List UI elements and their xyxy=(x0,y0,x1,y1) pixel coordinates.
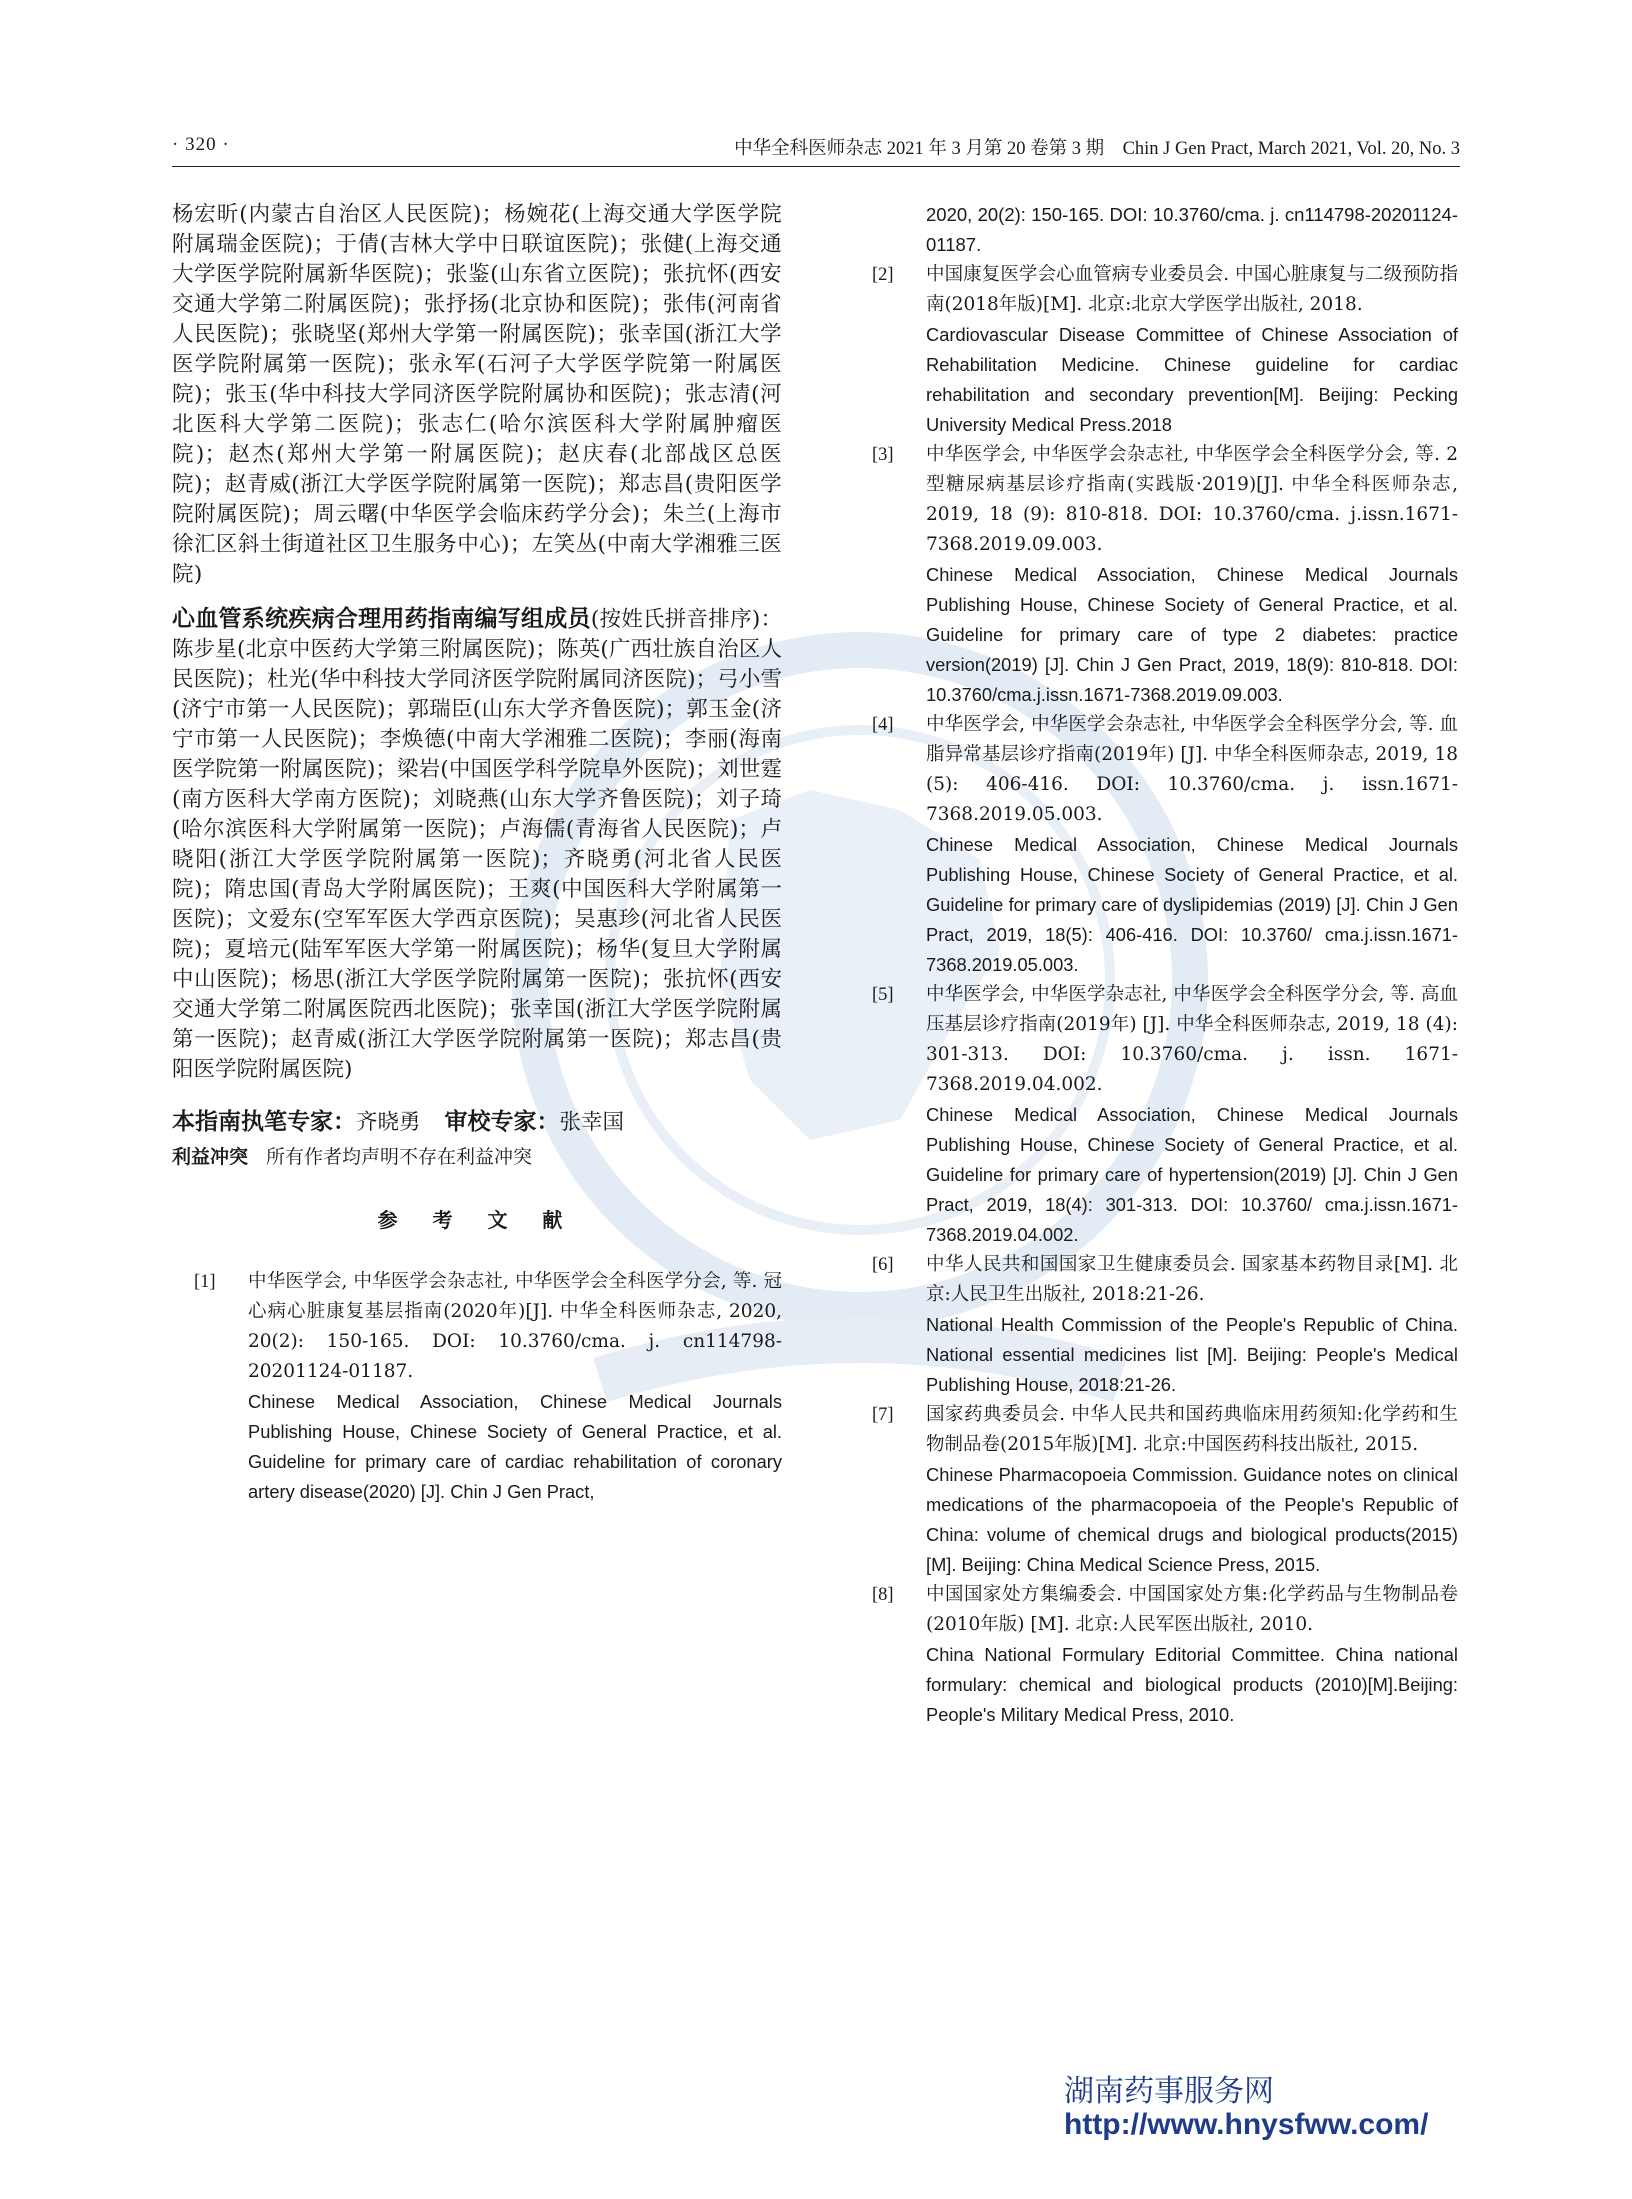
reference-1-continuation: 2020, 20(2): 150-165. DOI: 10.3760/cma. j. cn114798-20201124-01187. xyxy=(926,204,1458,255)
reference-number: [4] xyxy=(872,715,894,735)
reviewer-label: 审校专家： xyxy=(444,1108,560,1135)
reference-en: Chinese Pharmacopoeia Commission. Guidance notes on clinical medications of the pharmacopoeia of the People's Republic of China: volume of chemical drugs and biological products(2015) [M]. Beijing: China Medical Science Press, 2015. xyxy=(926,1464,1458,1575)
reference-item-7 xyxy=(872,1400,1458,1580)
lead-author-label: 本指南执笔专家： xyxy=(172,1108,356,1135)
footer-site-name: 湖南药事服务网 xyxy=(1064,2074,1274,2109)
reference-zh: 中国康复医学会心血管病专业委员会. 中国心脏康复与二级预防指南(2018年版)[M]. 北京:北京大学医学出版社, 2018. xyxy=(926,264,1458,315)
reference-zh: 中华医学会, 中华医学会杂志社, 中华医学会全科医学分会, 等. 冠心病心脏康复基层指南(2020年)[J]. 中华全科医师杂志, 2020, 20(2): 150-165. DOI: 10.3760/cma. j. cn114798-20201124-01187. xyxy=(248,1270,782,1382)
reference-number: [8] xyxy=(872,1585,894,1605)
reference-item-1 xyxy=(194,1267,782,1507)
reference-number: [3] xyxy=(872,445,894,465)
reference-item-4 xyxy=(872,710,1458,980)
reviewer-name: 张幸国 xyxy=(559,1109,625,1135)
reference-item-2 xyxy=(872,260,1458,440)
experts-line xyxy=(172,1107,782,1138)
reference-item-6 xyxy=(872,1250,1458,1400)
reference-number: [7] xyxy=(872,1405,894,1425)
page-number: · 320 · xyxy=(172,134,230,155)
reference-zh: 中华医学会, 中华医学杂志社, 中华医学会全科医学分会, 等. 高血压基层诊疗指南(2019年) [J]. 中华全科医师杂志, 2019, 18 (4): 301-313. DOI: 10.3760/cma. j. issn. 1671-7368.2019.04.002. xyxy=(926,984,1458,1095)
reference-en: Chinese Medical Association, Chinese Medical Journals Publishing House, Chinese Society of General Practice, et al. Guideline for primary care of cardiac rehabilitation of coronary artery disease(2020) [J]. Chin J Gen Pract, xyxy=(248,1390,782,1502)
reference-item-8 xyxy=(872,1580,1458,1730)
reference-zh: 国家药典委员会. 中华人民共和国药典临床用药须知:化学药和生物制品卷(2015年版)[M]. 北京:中国医药科技出版社, 2015. xyxy=(926,1404,1458,1455)
reference-en: Chinese Medical Association, Chinese Medical Journals Publishing House, Chinese Society of General Practice, et al. Guideline for primary care of hypertension(2019) [J]. Chin J Gen Pract, 2019, 18(4): 301-313. DOI: 10.3760/ cma.j.issn.1671-7368.2019.04.002. xyxy=(926,1104,1458,1245)
writing-group-paragraph xyxy=(172,604,782,1085)
reference-en: National Health Commission of the People's Republic of China. National essential medicines list [M]. Beijing: People's Medical Publishing House, 2018:21-26. xyxy=(926,1314,1458,1395)
reference-item-5 xyxy=(872,980,1458,1250)
reference-en: Chinese Medical Association, Chinese Medical Journals Publishing House, Chinese Society of General Practice, et al. Guideline for primary care of dyslipidemias (2019) [J]. Chin J Gen Pract, 2019, 18(5): 406-416. DOI: 10.3760/ cma.j.issn.1671-7368.2019.05.003. xyxy=(926,834,1458,975)
reference-zh: 中华医学会, 中华医学会杂志社, 中华医学会全科医学分会, 等. 2型糖尿病基层诊疗指南(实践版·2019)[J]. 中华全科医师杂志, 2019, 18 (9): 810-818. DOI: 10.3760/cma. j.issn.1671-7368.2019.09.003. xyxy=(926,444,1458,555)
footer-site-url[interactable]: http://www.hnysfww.com/ xyxy=(1064,2108,1429,2141)
conflict-of-interest xyxy=(172,1142,782,1172)
writing-group-heading: 心血管系统疾病合理用药指南编写组成员 xyxy=(172,606,591,632)
writing-group-members: (按姓氏拼音排序)：陈步星(北京中医药大学第三附属医院)；陈英(广西壮族自治区人民医院)；杜光(华中科技大学同济医学院附属同济医院)；弓小雪(济宁市第一人民医院)；郭瑞臣(山东大学齐鲁医院)；郭玉金(济宁市第一人民医院)；李焕德(中南大学湘雅二医院)；李丽(海南医学院第一附属医院)；梁岩(中国医学科学院阜外医院)；刘世霆(南方医科大学南方医院)；刘晓燕(山东大学齐鲁医院)；刘子琦(哈尔滨医科大学附属第一医院)；卢海儒(青海省人民医院)；卢晓阳(浙江大学医学院附属第一医院)；齐晓勇(河北省人民医院)；隋忠国(青岛大学附属医院)；王爽(中国医科大学附属第一医院)；文爱东(空军军医大学西京医院)；吴惠珍(河北省人民医院)；夏培元(陆军军医大学第一附属医院)；杨华(复旦大学附属中山医院)；杨思(浙江大学医学院附属第一医院)；张抗怀(西安交通大学第二附属医院西北医院)；张幸国(浙江大学医学院附属第一医院)；赵青威(浙江大学医学院附属第一医院)；郑志昌(贵阳医学院附属医院) xyxy=(172,607,782,1082)
lead-author-name: 齐晓勇 xyxy=(356,1109,421,1135)
reference-en: Chinese Medical Association, Chinese Medical Journals Publishing House, Chinese Society of General Practice, et al. Guideline for primary care of type 2 diabetes: practice version(2019) [J]. Chin J Gen Pract, 2019, 18(9): 810-818. DOI: 10.3760/cma.j.issn.1671-7368.2019.09.003. xyxy=(926,564,1458,705)
left-column xyxy=(172,200,782,1507)
reference-zh: 中华人民共和国国家卫生健康委员会. 国家基本药物目录[M]. 北京:人民卫生出版社, 2018:21-26. xyxy=(926,1254,1458,1305)
coi-label: 利益冲突 xyxy=(172,1145,249,1168)
reference-en: Cardiovascular Disease Committee of Chinese Association of Rehabilitation Medicine. Chinese guideline for cardiac rehabilitation and secondary prevention[M]. Beijing: Pecking University Medical Press.2018 xyxy=(926,324,1458,435)
running-header xyxy=(172,130,1460,167)
reference-number: [2] xyxy=(872,265,894,285)
reference-zh: 中华医学会, 中华医学会杂志社, 中华医学会全科医学分会, 等. 血脂异常基层诊疗指南(2019年) [J]. 中华全科医师杂志, 2019, 18 (5): 406-416. DOI: 10.3760/cma. j. issn.1671-7368.2019.05.003. xyxy=(926,714,1458,825)
reference-number: [1] xyxy=(194,1271,216,1292)
group-members-paragraph: 杨宏昕(内蒙古自治区人民医院)；杨婉花(上海交通大学医学院附属瑞金医院)；于倩(吉林大学中日联谊医院)；张健(上海交通大学医学院附属新华医院)；张鉴(山东省立医院)；张抗怀(西安交通大学第二附属医院)；张抒扬(北京协和医院)；张伟(河南省人民医院)；张晓坚(郑州大学第一附属医院)；张幸国(浙江大学医学院附属第一医院)；张永军(石河子大学医学院第一附属医院)；张玉(华中科技大学同济医学院附属协和医院)；张志清(河北医科大学第二医院)；张志仁(哈尔滨医科大学附属肿瘤医院)；赵杰(郑州大学第一附属医院)；赵庆春(北部战区总医院)；赵青威(浙江大学医学院附属第一医院)；郑志昌(贵阳医学院附属医院)；周云曙(中华医学会临床药学分会)；朱兰(上海市徐汇区斜土街道社区卫生服务中心)；左笑丛(中南大学湘雅三医院) xyxy=(172,202,782,587)
reference-item-3 xyxy=(872,440,1458,710)
references-title: 参 考 文 献 xyxy=(377,1207,577,1232)
journal-citation-line: 中华全科医师杂志 2021 年 3 月第 20 卷第 3 期 Chin J Gen Pract, March 2021, Vol. 20, No. 3 xyxy=(734,139,1460,159)
right-column xyxy=(872,200,1458,1730)
coi-text: 所有作者均声明不存在利益冲突 xyxy=(266,1145,533,1168)
reference-number: [6] xyxy=(872,1255,894,1275)
reference-number: [5] xyxy=(872,985,894,1005)
reference-en: China National Formulary Editorial Committee. China national formulary: chemical and biological products (2010)[M].Beijing: People's Military Medical Press, 2010. xyxy=(926,1644,1458,1725)
reference-zh: 中国国家处方集编委会. 中国国家处方集:化学药品与生物制品卷(2010年版) [M]. 北京:人民军医出版社, 2010. xyxy=(926,1584,1458,1635)
